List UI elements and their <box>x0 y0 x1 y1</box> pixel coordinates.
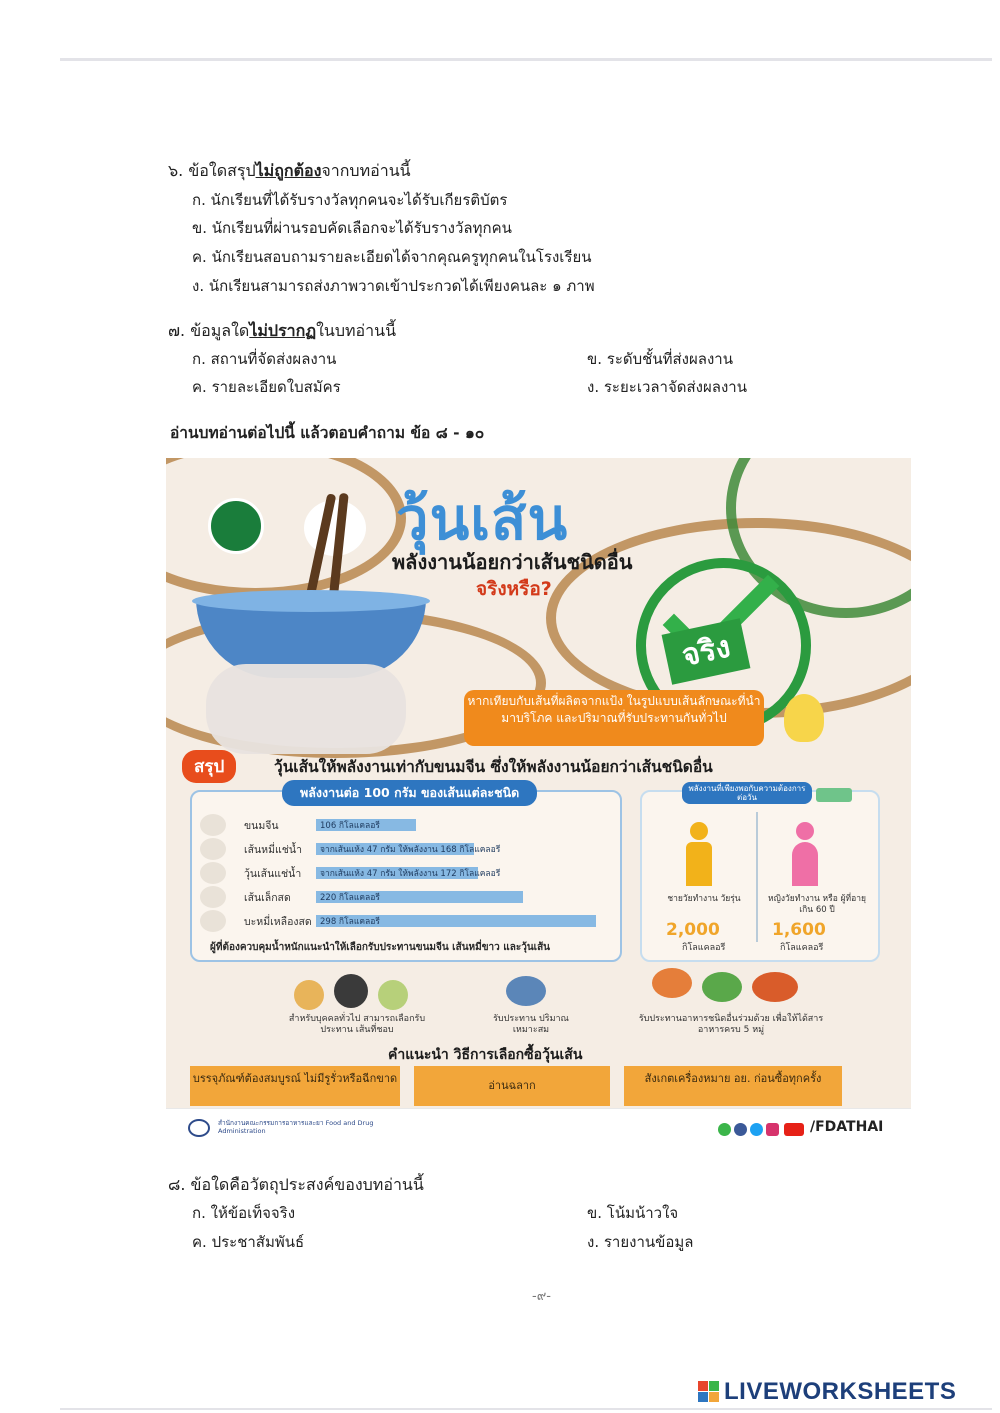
q7-option-c[interactable]: ค. รายละเอียดใบสมัคร <box>192 378 341 396</box>
q6-option-c[interactable]: ค. นักเรียนสอบถามรายละเอียดได้จากคุณครูทุกคนในโรงเรียน <box>192 248 592 266</box>
noodle-name: ขนมจีน <box>244 820 279 832</box>
summary-bar <box>182 750 907 784</box>
female-energy: 1,600 <box>772 920 826 940</box>
male-label: ชายวัยทำงาน วัยรุ่น <box>667 894 741 904</box>
question-7 <box>168 316 396 345</box>
energy-panel-title: พลังงานต่อ 100 กรัม ของเส้นแต่ละชนิด <box>282 780 537 806</box>
summary-tag: สรุป <box>182 750 236 783</box>
q8-option-a[interactable]: ก. ให้ข้อเท็จจริง <box>192 1204 296 1222</box>
q7-option-d[interactable]: ง. ระยะเวลาจัดส่งผลงาน <box>587 378 747 396</box>
youtube-icon[interactable] <box>784 1123 804 1136</box>
energy-label: 106 กิโลแคลอรี <box>320 821 380 831</box>
noodle-thumb <box>200 838 226 860</box>
noodle-row <box>200 838 610 860</box>
noodle-name: เส้นหมี่แช่น้ำ <box>244 844 302 856</box>
infographic-title: วุ้นเส้น <box>396 485 569 553</box>
liveworksheets-brand[interactable]: LIVEWORKSHEETS <box>724 1378 957 1405</box>
male-energy: 2,000 <box>666 920 720 940</box>
question-6-stem: ๖. ข้อใดสรุปไม่ถูกต้องจากบทอ่านนี้ <box>168 161 411 180</box>
food-icon <box>702 972 742 1002</box>
noodle-row <box>200 862 610 884</box>
daily-needs-title: พลังงานที่เพียงพอกับความต้องการต่อวัน <box>682 782 812 804</box>
bottom-divider <box>60 1408 992 1410</box>
q8-option-c[interactable]: ค. ประชาสัมพันธ์ <box>192 1233 305 1251</box>
noodle-decoration <box>166 458 406 598</box>
question-7-stem: ๗. ข้อมูลใดไม่ปรากฏในบทอ่านนี้ <box>168 321 396 340</box>
q6-option-a[interactable]: ก. นักเรียนที่ได้รับรางวัลทุกคนจะได้รับเกียรติบัตร <box>192 191 508 209</box>
tip-general: สำหรับบุคคลทั่วไป สามารถเลือกรับประทาน เส้นที่ชอบ <box>288 1014 426 1035</box>
q7-option-a[interactable]: ก. สถานที่จัดส่งผลงาน <box>192 350 337 368</box>
fda-logo <box>188 1119 210 1137</box>
male-unit: กิโลแคลอรี <box>682 943 726 953</box>
pill-icon <box>816 788 852 802</box>
weight-control-note: ผู้ที่ต้องควบคุมน้ำหนักแนะนำให้เลือกรับประทานขนมจีน เส้นหมี่ขาว และวุ้นเส้น <box>210 942 551 953</box>
noodle-thumb <box>200 814 226 836</box>
female-icon <box>788 822 822 888</box>
food-icon <box>294 980 324 1010</box>
q7-option-b[interactable]: ข. ระดับชั้นที่ส่งผลงาน <box>587 350 733 368</box>
daily-needs-panel <box>640 784 880 962</box>
q8-option-b[interactable]: ข. โน้มน้าวใจ <box>587 1204 679 1222</box>
noodle-name: วุ้นเส้นแช่น้ำ <box>244 868 302 880</box>
question-8-stem: ๘. ข้อใดคือวัตถุประสงค์ของบทอ่านนี้ <box>168 1175 424 1194</box>
fda-handle[interactable]: /FDATHAI <box>810 1119 884 1135</box>
q6-option-d[interactable]: ง. นักเรียนสามารถส่งภาพวาดเข้าประกวดได้เพียงคนละ ๑ ภาพ <box>192 277 595 295</box>
twitter-icon[interactable] <box>750 1123 763 1136</box>
noodle-name: บะหมี่เหลืองสด <box>244 916 312 928</box>
noodle-row <box>200 886 610 908</box>
noodle-thumb <box>200 862 226 884</box>
fda-org-name: สำนักงานคณะกรรมการอาหารและยา Food and Drug Administration <box>218 1119 374 1135</box>
food-icon <box>752 972 798 1002</box>
food-icon <box>334 974 368 1008</box>
question-6 <box>168 156 411 185</box>
infographic-footer <box>166 1108 911 1148</box>
top-divider <box>60 58 992 61</box>
noodle-row <box>200 814 610 836</box>
divider <box>756 812 758 942</box>
person-eating-icon <box>506 976 546 1006</box>
q8-option-d[interactable]: ง. รายงานข้อมูล <box>587 1233 694 1251</box>
ministry-logo <box>208 498 264 554</box>
true-stamp: จริง <box>662 618 751 685</box>
advice-package: บรรจุภัณฑ์ต้องสมบูรณ์ ไม่มีรูรั่วหรือฉีกขาด <box>190 1066 400 1106</box>
comparison-note: หากเทียบกับเส้นที่ผลิตจากแป้ง ในรูปแบบเส้นลักษณะที่นำมาบริโภค และปริมาณที่รับประทานกันทั่วไป <box>464 690 764 746</box>
energy-panel <box>190 785 622 962</box>
line-icon[interactable] <box>718 1123 731 1136</box>
infographic-question: จริงหรือ? <box>476 578 552 600</box>
noodle-thumb <box>200 886 226 908</box>
tip-variety: รับประทานอาหารชนิดอื่นร่วมด้วย เพื่อให้ได้สารอาหารครบ 5 หมู่ <box>638 1014 824 1035</box>
bowl-rim <box>192 590 430 612</box>
facebook-icon[interactable] <box>734 1123 747 1136</box>
liveworksheets-logo-icon <box>698 1381 720 1403</box>
infographic-subtitle: พลังงานน้อยกว่าเส้นชนิดอื่น <box>392 550 633 574</box>
lightbulb-icon <box>784 694 824 742</box>
infographic <box>166 458 911 1148</box>
noodle-thumb <box>200 910 226 932</box>
energy-label: 298 กิโลแคลอรี <box>320 917 380 927</box>
energy-label: 220 กิโลแคลอรี <box>320 893 380 903</box>
female-unit: กิโลแคลอรี <box>780 943 824 953</box>
glass-noodle-image <box>206 664 406 754</box>
page-number: -๙- <box>532 1289 551 1304</box>
male-icon <box>682 822 716 888</box>
energy-label: จากเส้นแห้ง 47 กรัม ให้พลังงาน 172 กิโลแคลอรี <box>320 869 501 879</box>
energy-label: จากเส้นแห้ง 47 กรัม ให้พลังงาน 168 กิโลแคลอรี <box>320 845 501 855</box>
question-8 <box>168 1170 424 1199</box>
noodle-name: เส้นเล็กสด <box>244 892 291 904</box>
instagram-icon[interactable] <box>766 1123 779 1136</box>
advice-title: คำแนะนำ วิธีการเลือกซื้อวุ้นเส้น <box>388 1047 583 1063</box>
q6-option-b[interactable]: ข. นักเรียนที่ผ่านรอบคัดเลือกจะได้รับรางวัลทุกคน <box>192 219 512 237</box>
food-icon <box>652 968 692 998</box>
summary-text: วุ้นเส้นให้พลังงานเท่ากับขนมจีน ซึ่งให้พลังงานน้อยกว่าเส้นชนิดอื่น <box>274 758 713 776</box>
reading-instruction: อ่านบทอ่านต่อไปนี้ แล้วตอบคำถาม ข้อ ๘ - ๑๐ <box>170 424 485 442</box>
advice-label: อ่านฉลาก <box>414 1066 610 1106</box>
food-icon <box>378 980 408 1010</box>
female-label: หญิงวัยทำงาน หรือ ผู้ที่อายุเกิน 60 ปี <box>768 894 866 915</box>
tip-portion: รับประทาน ปริมาณเหมาะสม <box>493 1014 569 1035</box>
advice-fda-mark: สังเกตเครื่องหมาย อย. ก่อนซื้อทุกครั้ง <box>624 1066 842 1106</box>
noodle-row <box>200 910 610 932</box>
